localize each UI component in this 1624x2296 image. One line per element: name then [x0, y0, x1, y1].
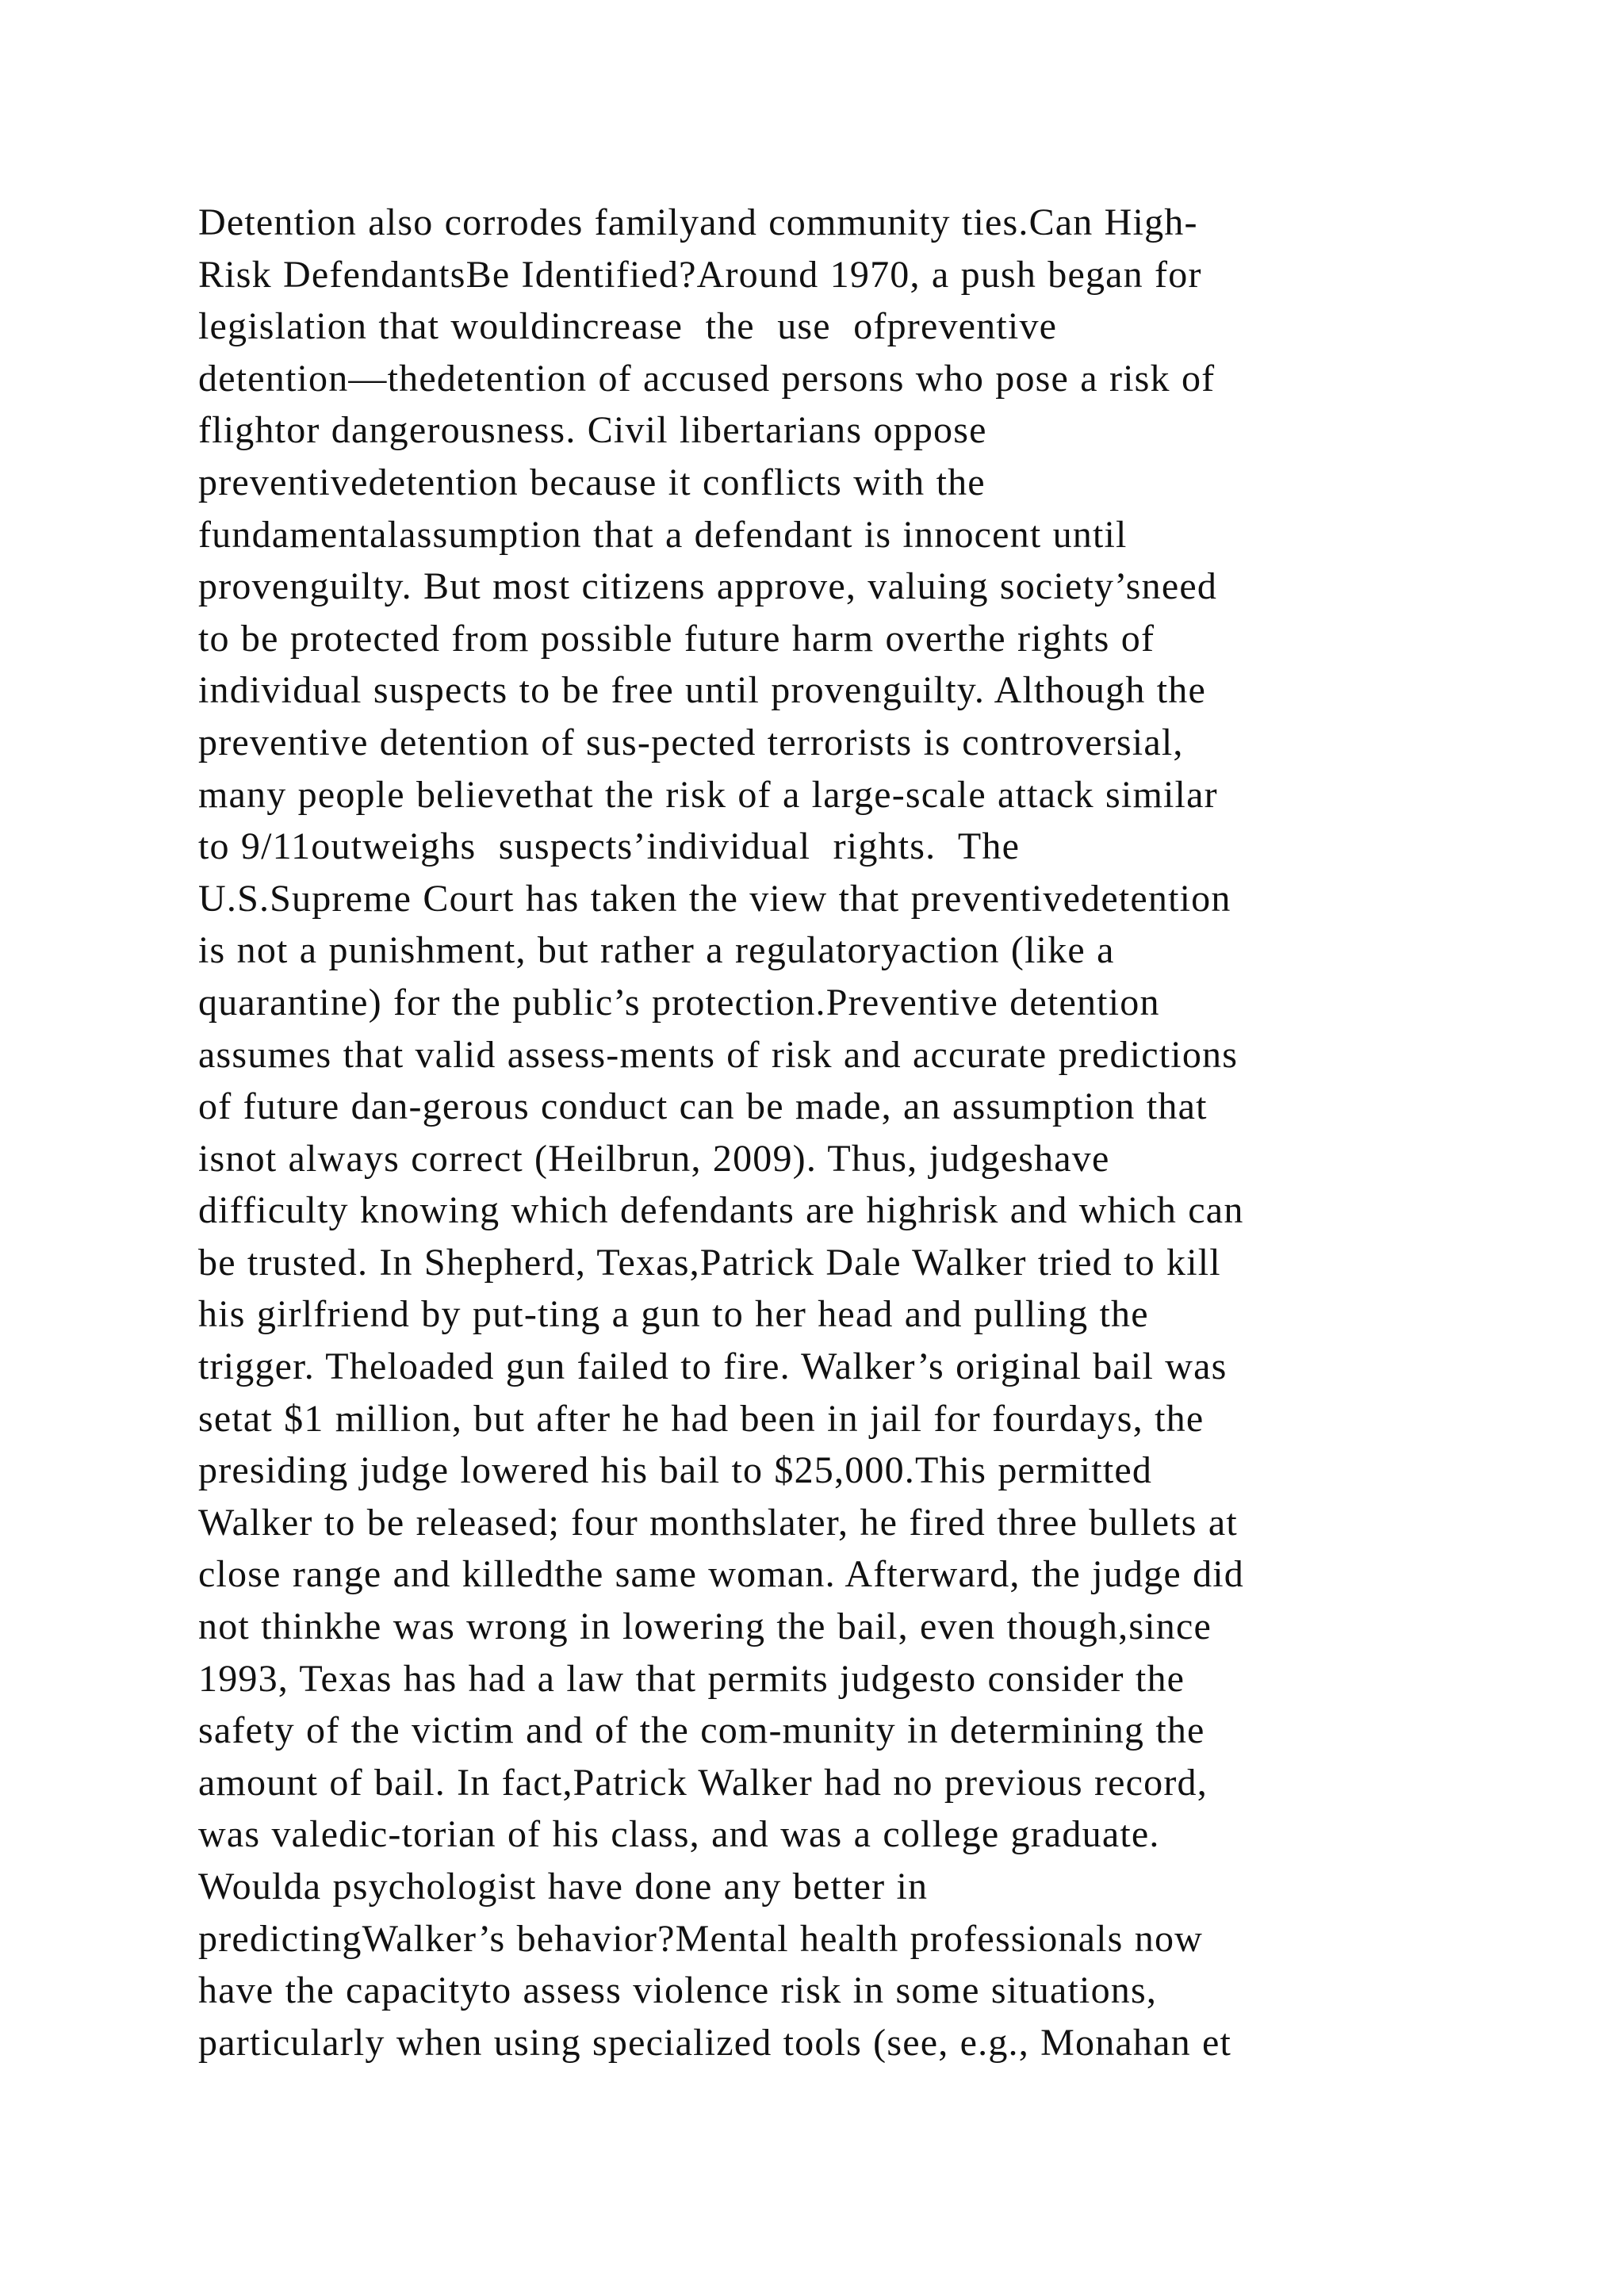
- text-line: Risk DefendantsBe Identified?Around 1970, a push began for: [198, 253, 1202, 296]
- text-line: amount of bail. In fact,Patrick Walker had no previous record,: [198, 1761, 1208, 1804]
- text-line: U.S.Supreme Court has taken the view that preventivedetention: [198, 877, 1231, 920]
- text-line: provenguilty. But most citizens approve, valuing society’sneed: [198, 565, 1218, 608]
- text-line: preventivedetention because it conflicts with the: [198, 461, 986, 503]
- text-line: presiding judge lowered his bail to $25,000.This permitted: [198, 1449, 1153, 1492]
- text-line: close range and killedthe same woman. Afterward, the judge did: [198, 1553, 1245, 1596]
- text-line: Walker to be released; four monthslater, he fired three bullets at: [198, 1501, 1238, 1544]
- text-line: predictingWalker’s behavior?Mental health professionals now: [198, 1917, 1204, 1960]
- text-line: have the capacityto assess violence risk in some situations,: [198, 1969, 1158, 2012]
- text-line: was valedic-torian of his class, and was a college graduate.: [198, 1813, 1160, 1856]
- text-line: fundamentalassumption that a defendant is innocent until: [198, 513, 1128, 556]
- text-line: be trusted. In Shepherd, Texas,Patrick Dale Walker tried to kill: [198, 1241, 1221, 1284]
- text-line: to be protected from possible future harm overthe rights of: [198, 617, 1155, 660]
- text-line: isnot always correct (Heilbrun, 2009). Thus, judgeshave: [198, 1137, 1110, 1180]
- text-line: preventive detention of sus-pected terrorists is controversial,: [198, 721, 1184, 763]
- text-line: is not a punishment, but rather a regulatoryaction (like a: [198, 929, 1115, 972]
- text-line: 1993, Texas has had a law that permits judgesto consider the: [198, 1657, 1185, 1700]
- text-line: Woulda psychologist have done any better in: [198, 1866, 929, 1908]
- text-line: detention—thedetention of accused persons who pose a risk of: [198, 357, 1216, 400]
- text-line: trigger. Theloaded gun failed to fire. Walker’s original bail was: [198, 1345, 1228, 1388]
- text-line: safety of the victim and of the com-munity in determining the: [198, 1709, 1205, 1752]
- text-line: not thinkhe was wrong in lowering the bail, even though,since: [198, 1605, 1212, 1648]
- text-line: his girlfriend by put-ting a gun to her head and pulling the: [198, 1293, 1149, 1336]
- text-line: flightor dangerousness. Civil libertarians oppose: [198, 409, 987, 452]
- text-line: quarantine) for the public’s protection.Preventive detention: [198, 981, 1160, 1024]
- text-line: to 9/11outweighs suspects’individual rights. The: [198, 825, 1021, 868]
- text-line: many people believethat the risk of a large-scale attack similar: [198, 773, 1218, 816]
- text-line: legislation that wouldincrease the use ofpreventive: [198, 305, 1058, 348]
- text-line: Detention also corrodes familyand community ties.Can High-: [198, 201, 1198, 243]
- text-line: particularly when using specialized tools (see, e.g., Monahan et: [198, 2021, 1232, 2064]
- text-line: setat $1 million, but after he had been in jail for fourdays, the: [198, 1397, 1205, 1440]
- body-text: [198, 197, 1467, 2068]
- text-line: individual suspects to be free until provenguilty. Although the: [198, 669, 1206, 712]
- text-line: difficulty knowing which defendants are highrisk and which can: [198, 1189, 1244, 1232]
- text-line: assumes that valid assess-ments of risk and accurate predictions: [198, 1033, 1239, 1076]
- text-line: of future dan-gerous conduct can be made, an assumption that: [198, 1085, 1208, 1128]
